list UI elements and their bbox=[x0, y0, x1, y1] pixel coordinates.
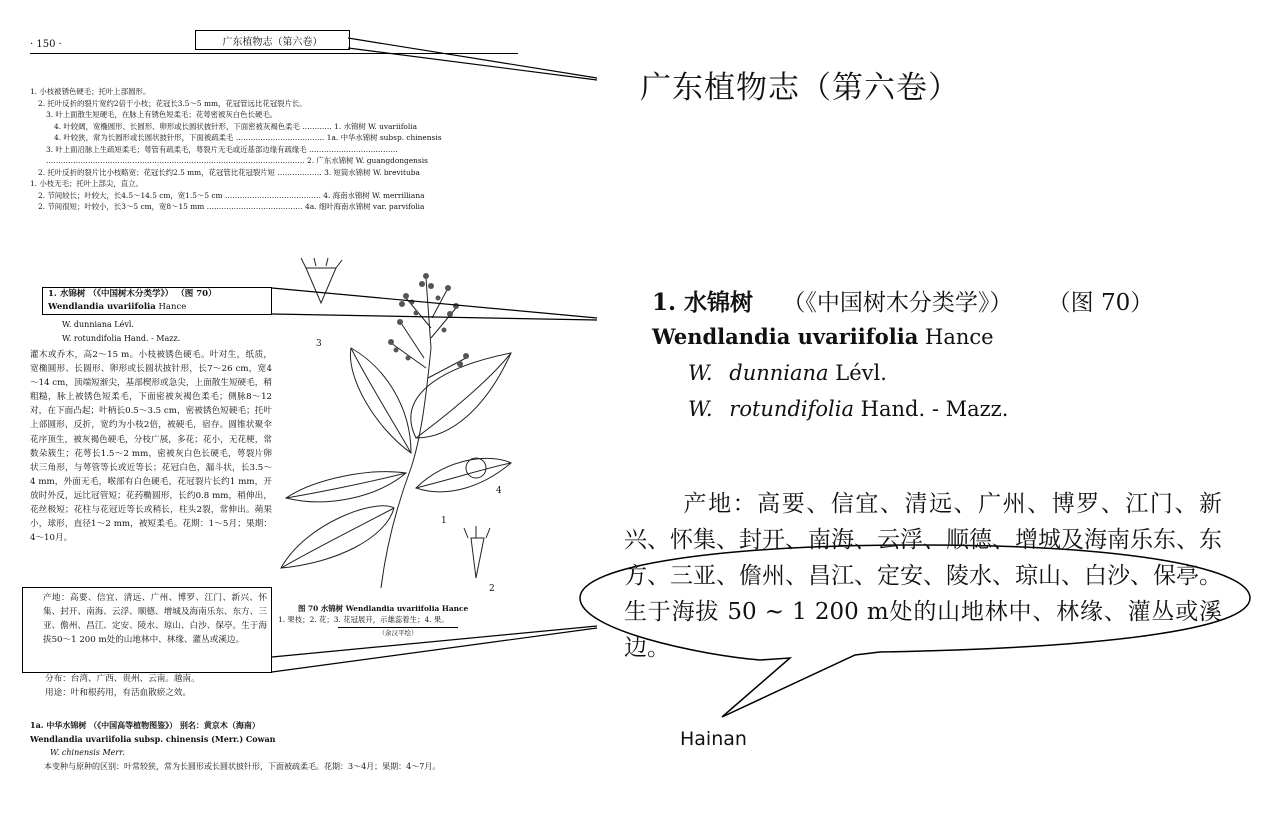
zoom-species-block bbox=[652, 285, 1232, 429]
key-line: 2. 托叶反折的裂片比小枝略宽；花冠长约2.5 mm，花冠管比花冠裂片短 ……………… 3. 短筒水锦树 W. brevituba bbox=[38, 167, 420, 177]
key-line: 3. 叶上面散生短硬毛，在脉上有锈色短柔毛；花萼密被灰白色长硬毛。 bbox=[46, 110, 278, 119]
zoom-syn-author: Lévl. bbox=[835, 361, 887, 385]
key-line: 1. 小枝被锈色硬毛；托叶上部圆形。 bbox=[30, 87, 151, 96]
figure-label: 2 bbox=[489, 584, 495, 594]
zoom-heading-num: 1. 水锦树 bbox=[652, 289, 754, 316]
species-description: 灌木或乔木，高2～15 m。小枝被锈色硬毛。叶对生，纸质，宽椭圆形、长圆形、卵形或长圆状披针形，长7～26 cm，宽4～14 cm，顶端短渐尖，基部楔形或急尖，上面散生短硬毛，稍粗糙，脉上被锈色短柔毛，下面密被灰褐色柔毛；侧脉8～12对，在下面凸起；叶柄长0.5～3.5 cm，密被锈色短硬毛；托叶上部圆形，反折，宽约为小枝2倍，被硬毛，宿存。圆锥状聚伞花序顶生，被灰褐色硬毛，分枝广展，多花；花小，无花梗，常数朵簇生；花萼长1.5～2 mm，密被灰白色长硬毛，萼裂片卵状三角形，与萼管等长或近等长；花冠白色，漏斗状，长3.5～4 mm，外面无毛，喉部有白色硬毛，花冠裂片长约1 mm，开放时外反，远比冠管短；花药椭圆形，长约0.8 mm，稍伸出，花丝极短；花柱与花冠近等长或稍长，柱头2裂，常伸出。蒴果小，球形，直径1～2 mm，被短柔毛。花期：1～5月；果期：4～10月。 bbox=[30, 350, 272, 544]
figure-credit: （余汉平绘） bbox=[338, 627, 458, 639]
species-latin: Wendlandia uvariifolia bbox=[48, 302, 156, 312]
use-text: 用途：叶和根药用，有活血散瘀之效。 bbox=[45, 688, 192, 698]
subspecies-synonym: W. chinensis Merr. bbox=[50, 748, 125, 757]
zoom-heading-ref: （《中国树木分类学》） bbox=[782, 290, 1013, 316]
connector-line bbox=[348, 38, 597, 78]
zoom-heading-fig: （图 70） bbox=[1047, 290, 1154, 316]
species-author: Hance bbox=[158, 302, 187, 312]
key-line: 4. 叶较阔，宽椭圆形、长圆形、卵形或长圆状披针形，下面密被灰褐色柔毛 ………… 1. 水锦树 W. uvariifolia bbox=[54, 121, 418, 131]
synonym: W. dunniana Lévl. bbox=[62, 320, 134, 329]
key-line: 2. 节间很短；叶较小，长3～5 cm，宽8～15 mm ………………………………… 4a. 细叶海南水锦树 var. parvifolia bbox=[38, 202, 425, 211]
connector-line bbox=[348, 48, 597, 80]
zoom-syn-genus: W. bbox=[688, 361, 713, 385]
hainan-label: Hainan bbox=[680, 728, 747, 750]
page-number: · 150 · bbox=[30, 39, 62, 50]
key-line: 4. 叶较狭，常为长圆形或长圆状披针形，下面被疏柔毛 ……………………………… 1a. 中华水锦树 subsp. chinensis bbox=[54, 133, 442, 142]
zoom-latin-name bbox=[652, 321, 1232, 353]
figure-label: 3 bbox=[316, 339, 322, 349]
key-line: …………………………………………………………………………………………… 2. 广东水锦树 W. guangdongensis bbox=[46, 156, 428, 165]
zoom-distribution-text: 产地：高要、信宜、清远、广州、博罗、江门、新兴、怀集、封开、南海、云浮、顺德、增城及海南乐东、东方、三亚、儋州、昌江、定安、陵水、琼山、白沙、保亭。生于海拔 50 ~ 1 200 m处的山地林中、林缘、灌丛或溪边。 bbox=[624, 491, 1222, 661]
running-header: 广东植物志（第六卷） bbox=[222, 36, 323, 48]
subspecies-heading: 1a. 中华水锦树 （《中国高等植物图鉴》） 别名：黄京木（海南） bbox=[30, 720, 260, 730]
zoom-title: 广东植物志（第六卷） bbox=[640, 70, 960, 106]
zoom-syn-epithet: dunniana bbox=[729, 361, 829, 385]
distribution-box: 产地：高要、信宜、清远、广州、博罗、江门、新兴、怀集、封开、南海、云浮、顺德、增城及海南乐东、东方、三亚、儋州、昌江、定安、陵水、琼山、白沙、保亭。生于海拔50～1 200 m处的山地林中、林缘、灌丛或溪边。 bbox=[22, 587, 272, 673]
range-text: 分布：台湾、广西、贵州、云南。越南。 bbox=[45, 674, 200, 684]
key-line: 1. 小枝无毛；托叶上部尖，直立。 bbox=[30, 179, 143, 188]
zoom-syn-author: Hand. - Mazz. bbox=[860, 397, 1009, 421]
connector-line bbox=[272, 628, 597, 672]
connector-line bbox=[272, 314, 597, 320]
subspecies-latin: Wendlandia uvariifolia subsp. chinensis (Merr.) Cowan bbox=[30, 734, 276, 744]
zoom-syn-genus: W. bbox=[688, 397, 713, 421]
figure-caption: 图 70 水锦树 Wendlandia uvariifolia Hance bbox=[298, 604, 469, 613]
zoom-heading bbox=[652, 285, 1232, 321]
key-line: 3. 叶上面沿脉上生疏短柔毛；萼管有疏柔毛，萼裂片无毛或近基部边缘有疏缘毛 ……………………………… bbox=[46, 144, 398, 154]
figure-label: 1 bbox=[441, 516, 447, 526]
synonym: W. rotundifolia Hand. - Mazz. bbox=[62, 334, 181, 343]
subspecies-description: 本变种与原种的区别：叶常较狭，常为长圆形或长圆状披针形，下面被疏柔毛。花期：3～4月；果期：4～7月。 bbox=[44, 762, 441, 771]
connector-line bbox=[272, 288, 597, 318]
key-line: 2. 节间较长；叶较大，长4.5～14.5 cm，宽1.5～5 cm ………………………………… 4. 海南水锦树 W. merrilliana bbox=[38, 190, 425, 200]
zoom-synonym bbox=[652, 353, 1232, 393]
zoom-synonym bbox=[652, 389, 1232, 429]
key-line: 2. 托叶反折的裂片宽约2倍于小枝；花冠长3.5～5 mm，花冠管远比花冠裂片长。 bbox=[38, 98, 307, 108]
figure-legend: 1. 果枝；2. 花；3. 花冠展开，示雄蕊着生；4. 果。 bbox=[278, 615, 449, 624]
species-heading: 1. 水锦树 （《中国树木分类学》） （图 70） bbox=[48, 289, 217, 299]
connector-line bbox=[272, 626, 597, 657]
zoom-latin-author: Hance bbox=[925, 325, 994, 349]
zoom-distribution bbox=[624, 486, 1222, 666]
zoom-syn-epithet: rotundifolia bbox=[729, 397, 854, 421]
figure-label: 4 bbox=[496, 486, 502, 496]
zoom-latin-bold: Wendlandia uvariifolia bbox=[652, 324, 919, 349]
